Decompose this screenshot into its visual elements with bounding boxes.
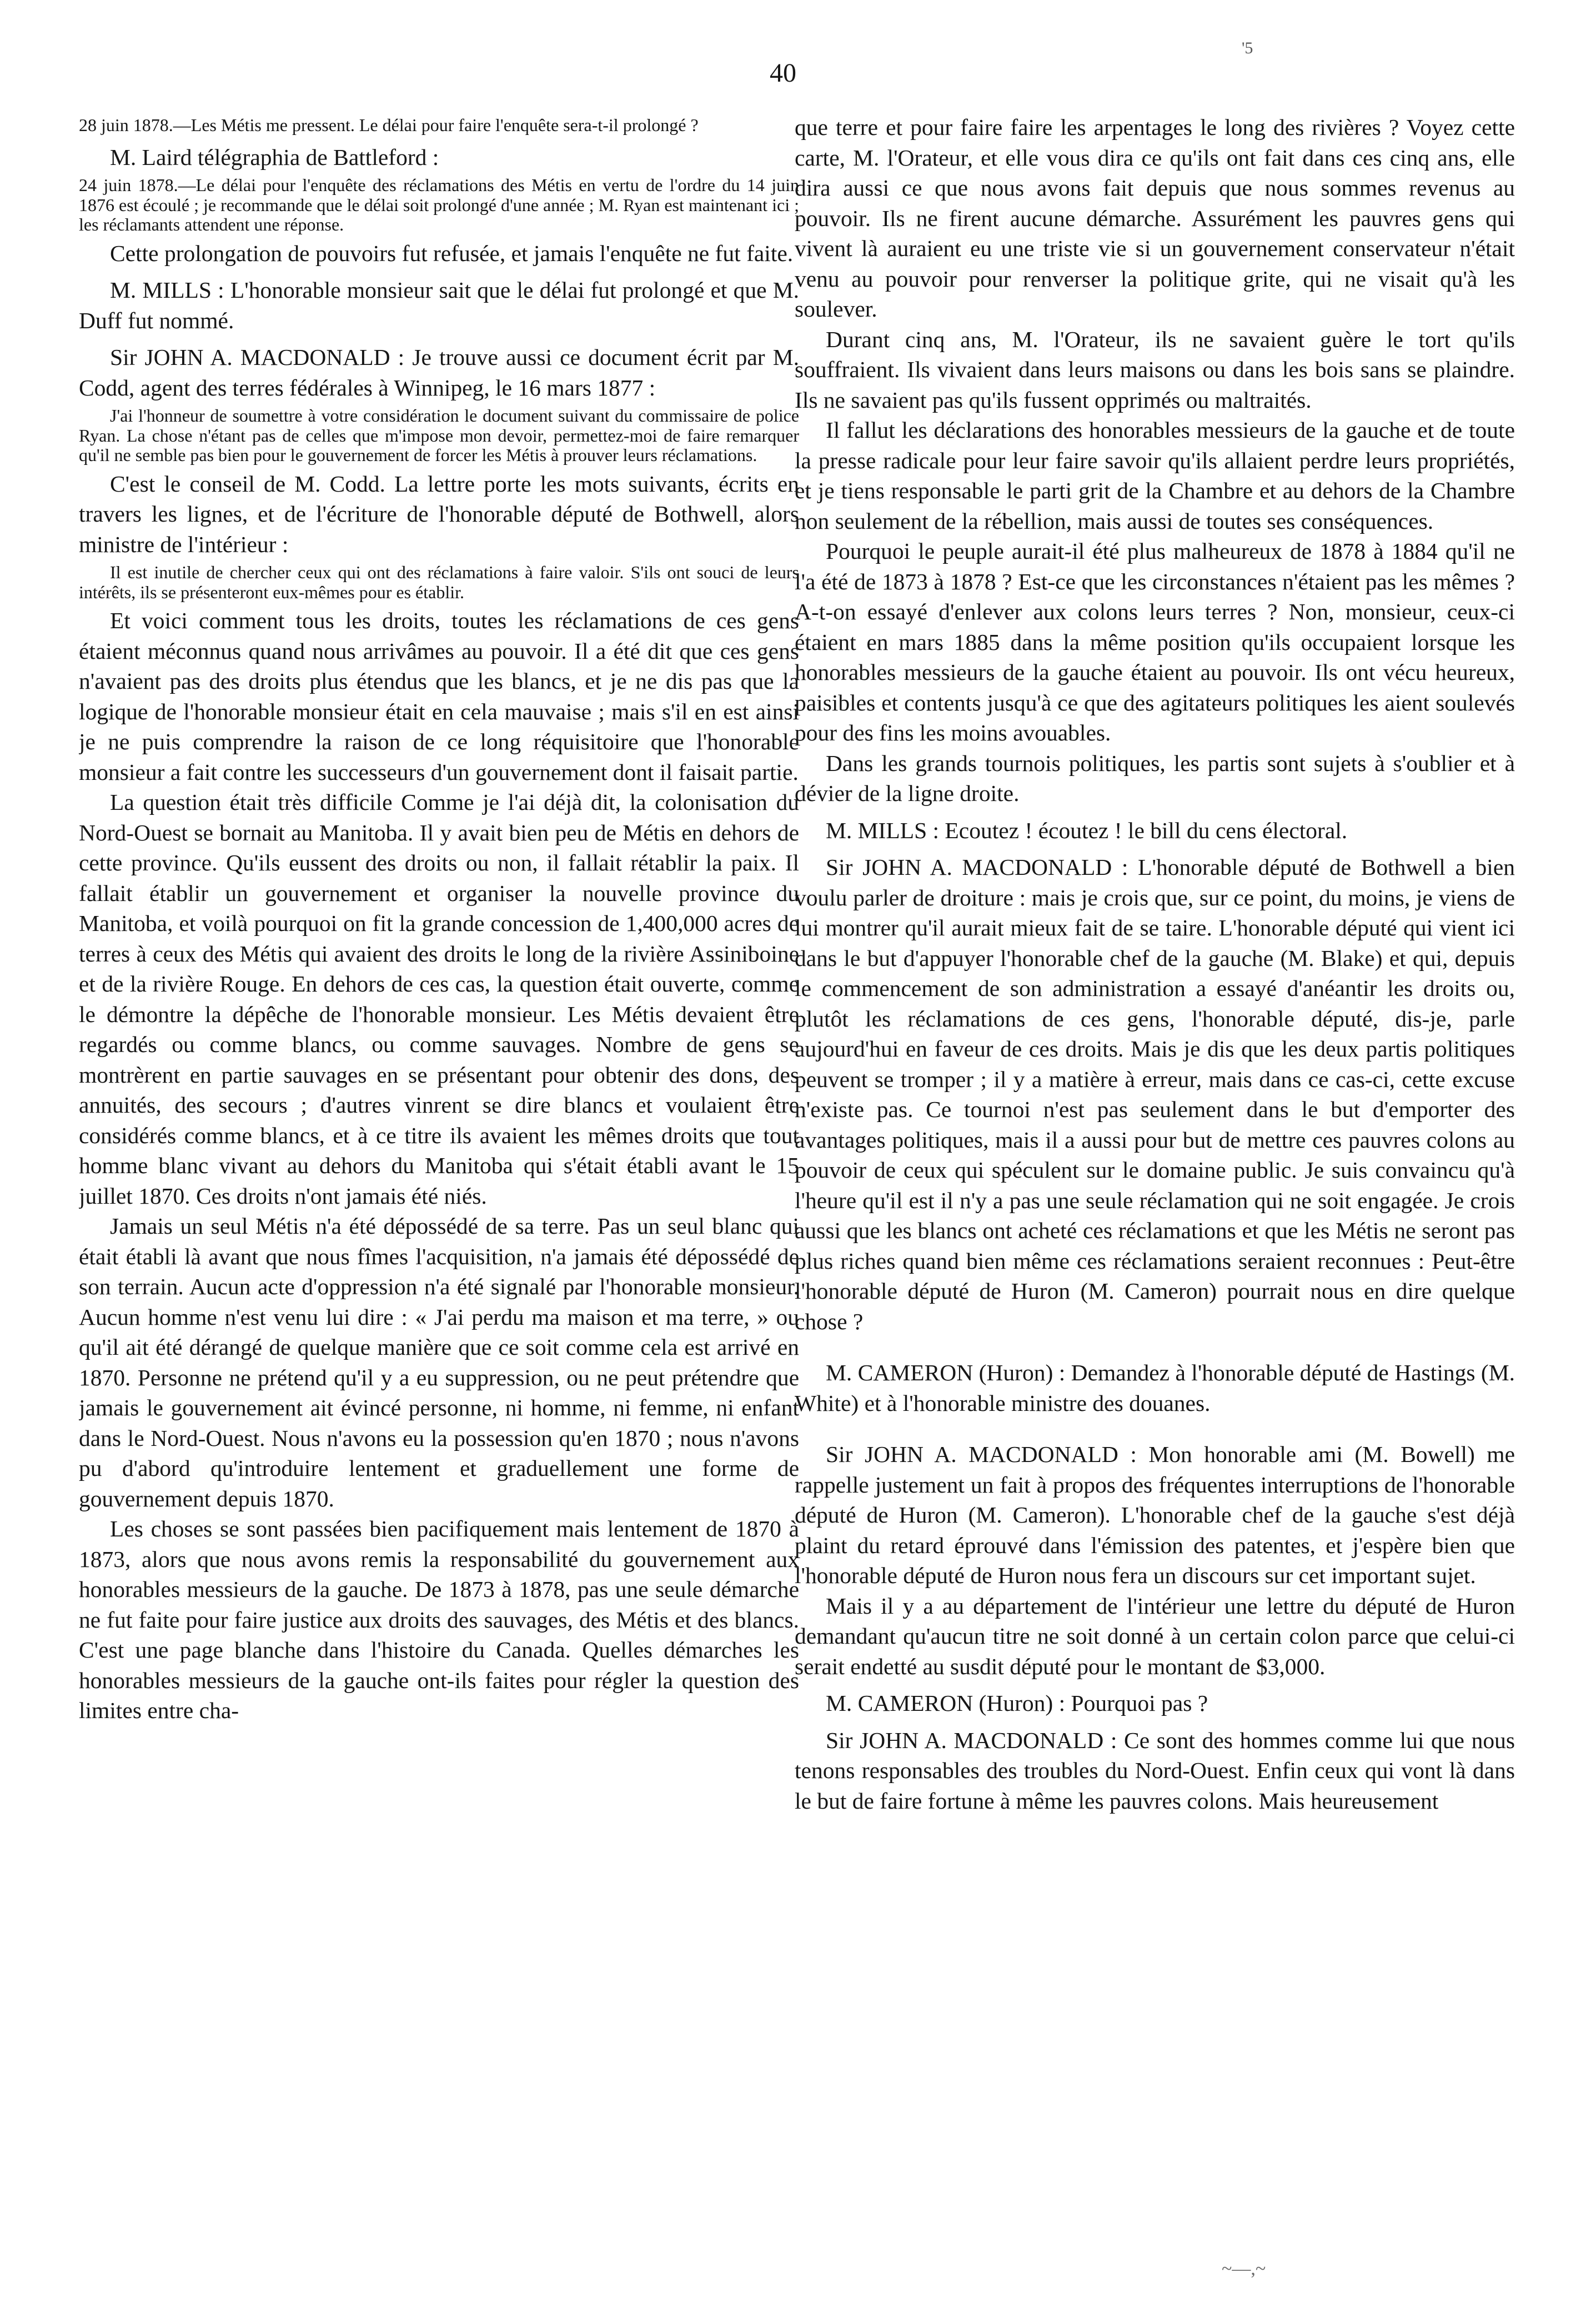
paragraph: Durant cinq ans, M. l'Orateur, ils ne savaient guère le tort qu'ils souffraient. Ils vivaient dans leurs maisons ou dans les bois sans se plaindre. Ils ne savaient pas qu'ils fussent opprimés ou maltraités.: [795, 326, 1515, 413]
speaker-paragraph: M. MILLS : L'honorable monsieur sait que le délai fut prolongé et que M. Duff fut nommé.: [79, 277, 799, 333]
left-column: [79, 112, 799, 2284]
speaker-paragraph: Sir JOHN A. MACDONALD : L'honorable député de Bothwell a bien voulu parler de droiture : mais je crois que, sur ce point, du moins, je viens de lui montrer qu'il aurait mieux fait de se taire. L'honorable député qui vient ici dans le but d'appuyer l'honorable chef de la gauche (M. Blake) et qui, depuis le commencement de son administration a essayé d'anéantir les droits ou, plutôt les réclamations de ces gens, l'honorable député, dis-je, parle aujourd'hui en faveur de ces droits. Mais je dis que les deux partis politiques peuvent se tromper ; il y a matière à erreur, mais dans ce cas-ci, cette excuse n'existe pas. Ce tournoi n'est pas seulement dans le but d'emporter des avantages politiques, mais il a aussi pour but de mettre ces pauvres colons au pouvoir de ceux qui spéculent sur le domaine public. Je suis convaincu qu'à l'heure qu'il est il n'y a pas une seule réclamation qui ne soit engagée. Je crois aussi que les blancs ont acheté ces réclamations et que les Métis ne seront pas plus riches quand bien même ces réclamations seraient reconnues : Peut-être l'honorable député de Huron (M. Cameron) pourrait nous en dire quelque chose ?: [795, 854, 1515, 1334]
paragraph: M. Laird télégraphia de Battleford :: [110, 144, 439, 170]
paragraph: que terre et pour faire faire les arpentages le long des rivières ? Voyez cette carte, M. l'Orateur, et elle vous dira ce qu'ils ont fait dans ces cinq ans, elle dira aussi ce que nous avons fait depuis que nous sommes revenus au pouvoir. Ils ne firent aucune démarche. Assurément les pauvres gens qui vivent là auraient eu une triste vie si un gouvernement conservateur n'était venu au pouvoir pour renverser la politique grite, qui ne visait qu'à les soulever.: [795, 114, 1515, 322]
speaker-paragraph: Sir JOHN A. MACDONALD : Je trouve aussi ce document écrit par M. Codd, agent des terres fédérales à Winnipeg, le 16 mars 1877 :: [79, 344, 799, 400]
quoted-telegram: 28 juin 1878.—Les Métis me pressent. Le délai pour faire l'enquête sera-t-il prolongé ?: [79, 115, 699, 135]
paragraph: Pourquoi le peuple aurait-il été plus malheureux de 1878 à 1884 qu'il ne l'a été de 1873 à 1878 ? Est-ce que les circonstances n'étaient pas les mêmes ? A-t-on essayé d'enlever aux colons leurs terres ? Non, monsieur, ceux-ci étaient en mars 1885 dans la même position qu'ils occupaient lorsque les honorables messieurs de la gauche étaient au pouvoir. Ils ont vécu heureux, paisibles et contents jusqu'à ce que des agitateurs politiques les aient soulevés pour des fins les moins avouables.: [795, 538, 1515, 745]
quoted-telegram: 24 juin 1878.—Le délai pour l'enquête des réclamations des Métis en vertu de l'ordre du 14 juin 1876 est écoulé ; je recommande que le délai soit prolongé d'une année ; M. Ryan est maintenant ici ; les réclamants attendent une réponse.: [79, 175, 799, 234]
page-corner-mark: '5: [1242, 39, 1253, 57]
paragraph: Il fallut les déclarations des honorables messieurs de la gauche et de toute la presse radicale pour leur faire savoir qu'ils allaient perdre leurs propriétés, et je tiens responsable le parti grit de la Chambre et au dehors de la Chambre non seulement de la rébellion, mais aussi de toutes ses conséquences.: [795, 417, 1515, 534]
quoted-annotation: Il est inutile de chercher ceux qui ont des réclamations à faire valoir. S'ils ont souci de leurs intérêts, ils se présenteront eux-mêmes pour es établir.: [79, 562, 799, 602]
paragraph: C'est le conseil de M. Codd. La lettre porte les mots suivants, écrits en travers les lignes, et de l'écriture de l'honorable député de Bothwell, alors ministre de l'intérieur :: [79, 470, 799, 557]
paragraph: Les choses se sont passées bien pacifiquement mais lentement de 1870 à 1873, alors que nous avons remis la responsabilité du gouvernement aux honorables messieurs de la gauche. De 1873 à 1878, pas une seule démarche ne fut faite pour faire justice aux droits des sauvages, des Métis et des blancs. C'est une page blanche dans l'histoire du Canada. Quelles démarches les honorables messieurs de la gauche ont-ils faites pour régler la question des limites entre cha-: [79, 1516, 799, 1723]
page-number: 40: [770, 58, 796, 88]
paragraph: La question était très difficile Comme je l'ai déjà dit, la colonisation du Nord-Ouest se bornait au Manitoba. Il y avait bien peu de Métis en dehors de cette province. Qu'ils eussent des droits ou non, il fallait rétablir la paix. Il fallait établir un gouvernement et organiser la nouvelle province du Manitoba, et voilà pourquoi on fit la grande concession de 1,400,000 acres de terres à ceux des Métis qui avaient des droits le long de la rivière Assiniboine et de la rivière Rouge. En dehors de ces cas, la question était ouverte, comme le démontre la dépêche de l'honorable monsieur. Les Métis devaient être regardés ou comme blancs, ou comme sauvages. Nombre de gens se montrèrent en partie sauvages en se présentant pour obtenir des dons, des annuités, des secours ; d'autres vinrent se dire blancs et voulaient être considérés comme blancs, et à ce titre ils avaient les mêmes droits que tout homme blanc vivant au dehors du Manitoba qui s'était établi avant le 15 juillet 1870. Ces droits n'ont jamais été niés.: [79, 789, 799, 1209]
quoted-letter: J'ai l'honneur de soumettre à votre considération le document suivant du commissaire de police Ryan. La chose n'étant pas de celles que m'impose mon devoir, permettez-moi de faire remarquer qu'il ne semble pas bien pour le gouvernement de forcer les Métis à prouver leurs réclamations.: [79, 405, 799, 465]
footer-mark: ~—,~: [1222, 2259, 1266, 2279]
speaker-paragraph: Sir JOHN A. MACDONALD : Ce sont des hommes comme lui que nous tenons responsables des troubles du Nord-Ouest. Enfin ceux qui vont là dans le but de faire fortune à même les pauvres colons. Mais heureusement: [795, 1727, 1515, 1814]
speaker-paragraph: M. CAMERON (Huron) : Pourquoi pas ?: [826, 1690, 1208, 1716]
paragraph: Mais il y a au département de l'intérieur une lettre du député de Huron demandant qu'aucun titre ne soit donné à un certain colon parce que celui-ci serait endetté au susdit député pour le montant de $3,000.: [795, 1593, 1515, 1679]
speaker-paragraph: M. CAMERON (Huron) : Demandez à l'honorable député de Hastings (M. White) et à l'honorable ministre des douanes.: [795, 1360, 1515, 1416]
paragraph: Jamais un seul Métis n'a été dépossédé de sa terre. Pas un seul blanc qui était établi là avant que nous fîmes l'acquisition, n'a jamais été dépossédé de son terrain. Aucun acte d'oppression n'a été signalé par l'honorable monsieur. Aucun homme n'est venu lui dire : « J'ai perdu ma maison et ma terre, » ou qu'il ait été dérangé de quelque manière que ce soit comme cela est arrivé en 1870. Personne ne prétend qu'il y a eu suppression, ou ne peut prétendre que jamais le gouvernement ait évincé personne, ni homme, ni femme, ni enfant dans le Nord-Ouest. Nous n'avons eu la possession qu'en 1870 ; nous n'avons pu d'abord qu'introduire lentement et graduellement une forme de gouvernement depuis 1870.: [79, 1213, 799, 1511]
right-column: [795, 112, 1515, 2284]
speaker-paragraph: Sir JOHN A. MACDONALD : Mon honorable ami (M. Bowell) me rappelle justement un fait à propos des fréquentes interruptions de l'honorable député de Huron (M. Cameron). L'honorable chef de la gauche s'est déjà plaint du retard éprouvé dans l'émission des patentes, et j'espère bien que l'honorable député de Huron nous fera un discours sur cet important sujet.: [795, 1441, 1515, 1588]
paragraph: Cette prolongation de pouvoirs fut refusée, et jamais l'enquête ne fut faite.: [110, 240, 794, 266]
paragraph: Dans les grands tournois politiques, les partis sont sujets à s'oublier et à dévier de la ligne droite.: [795, 750, 1515, 806]
speaker-paragraph: M. MILLS : Ecoutez ! écoutez ! le bill du cens électoral.: [826, 817, 1348, 843]
paragraph: Et voici comment tous les droits, toutes les réclamations de ces gens étaient méconnus quand nous arrivâmes au pouvoir. Il a été dit que ces gens n'avaient pas des droits plus étendus que les blancs, et je ne dis pas que la logique de l'honorable monsieur était en cela mauvaise ; mais s'il en est ainsi je ne puis comprendre la raison de ce long réquisitoire que l'honorable monsieur a fait contre les successeurs d'un gouvernement dont il faisait partie.: [79, 608, 799, 785]
